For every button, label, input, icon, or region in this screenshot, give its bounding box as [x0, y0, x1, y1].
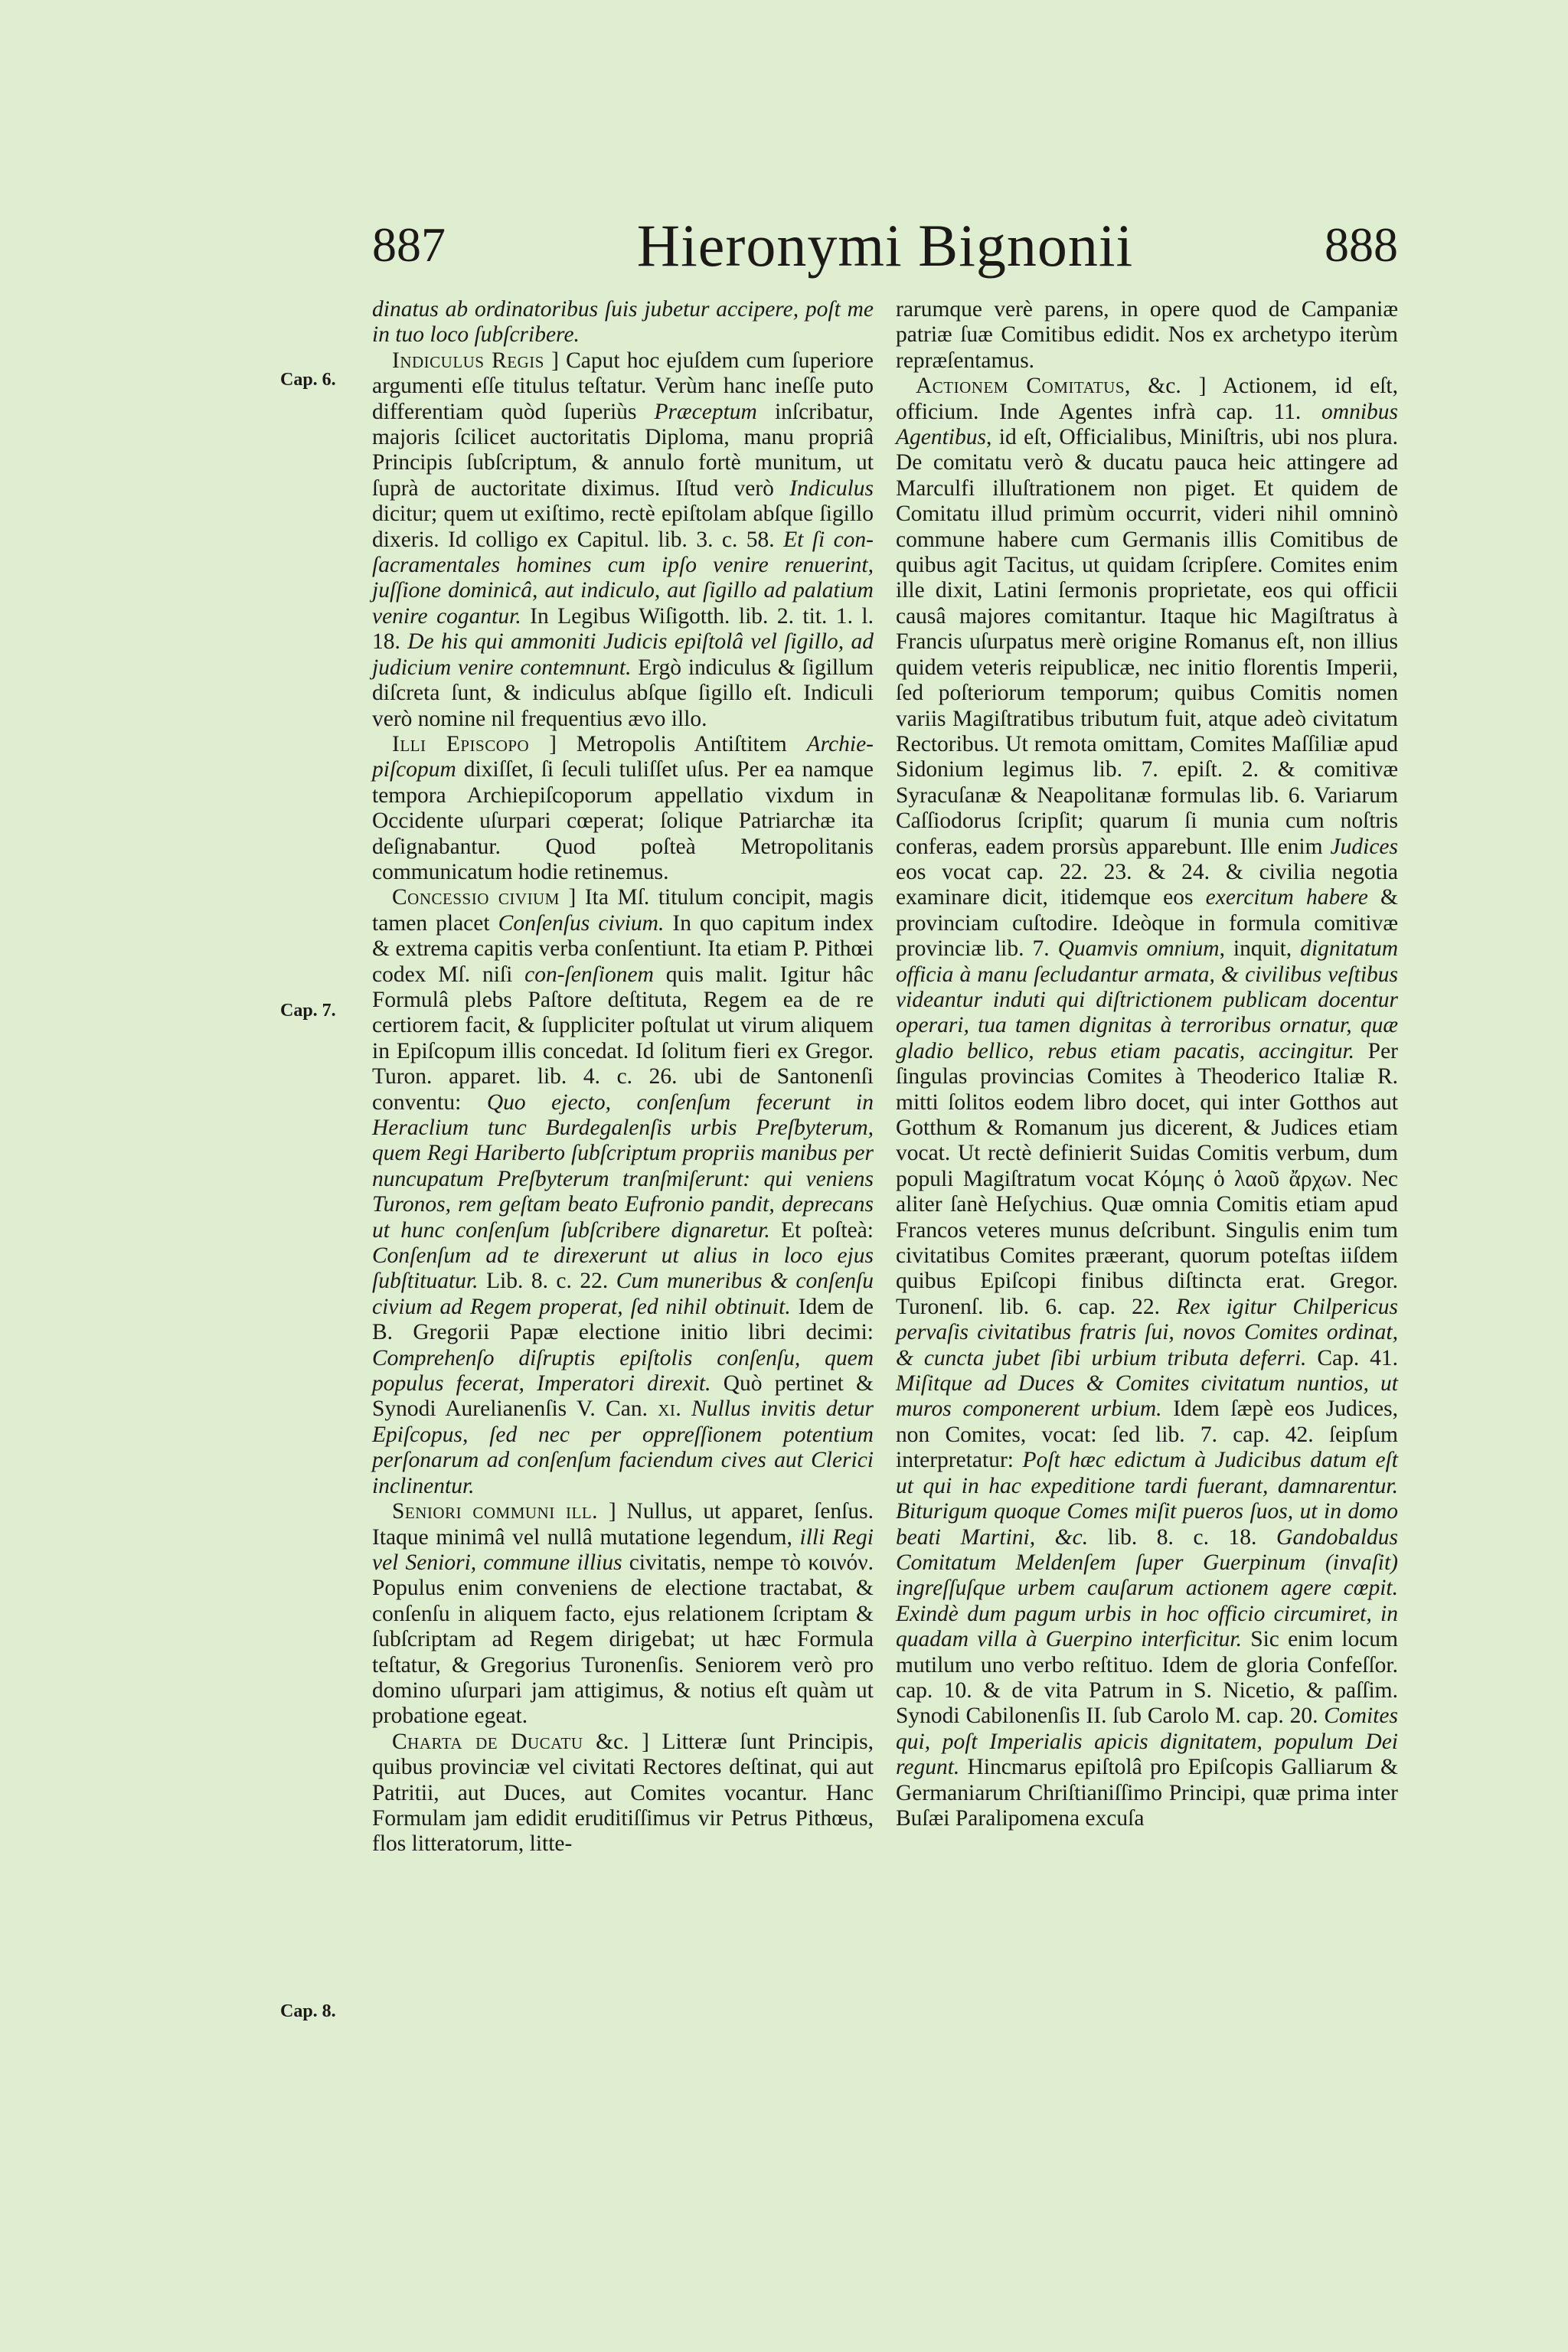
right-column: [896, 297, 1398, 1831]
paragraph-charta-de-ducatu: Charta de Ducatu &c. ] Litteræ ſunt Principis, quibus provinciæ vel civitati Rectores deſtinat, qui aut Patritii, aut Duces, aut Comites vocantur. Hanc Formulam jam edidit eruditiſſimus vir Petrus Pithœus, flos litteratorum, litte-: [372, 1729, 874, 1857]
margin-note-cap-8: Cap. 8.: [280, 2001, 336, 2021]
running-title: Hieronymi Bignonii: [636, 212, 1134, 279]
page-number-right: 888: [1325, 217, 1398, 272]
paragraph-actionem-comitatus: Actionem Comitatus, &c. ] Actionem, id eſt, officium. Inde Agentes infrà cap. 11. omnibus Agentibus, id eſt, Officialibus, Miniſtris, ubi nos plura. De comitatu verò & ducatu pauca heic attingere ad Marculfi illuſtrationem non piget. Et quidem de Comitatu illud primùm occurrit, videri nihil omninò commune habere cum Germanis illis Comitibus de quibus agit Tacitus, ut quidam ſcripſere. Comites enim ille dixit, Latini ſermonis proprietate, eos qui officii causâ majores comitantur. Itaque hic Magiſtratus à Francis uſurpatus merè origine Romanus eſt, non illius quidem veteris reipublicæ, nec initio florentis Imperii, ſed poſteriorum temporum; quibus Comitis nomen variis Magiſtratibus tributum fuit, atque adeò civitatum Rectoribus. Ut remota omittam, Comites Maſſiliæ apud Sidonium legimus lib. 7. epiſt. 2. & comitivæ Syracuſanæ & Neapolitanæ formulas lib. 6. Variarum Caſſiodorus ſcripſit; quarum ſi munia cum noſtris conferas, eadem prorsùs apparebunt. Ille enim Judices eos vocat cap. 22. 23. & 24. & civilia negotia examinare dicit, itidemque eos exercitum habere & provinciam cuſtodire. Ideòque in formula comitivæ provinciæ lib. 7. Quamvis omnium, inquit, dignitatum officia à manu ſecludantur armata, & civilibus veſtibus videantur induti qui diſtrictionem publicam docentur operari, tua tamen dignitas à terroribus ornatur, quæ gladio bellico, rebus etiam pacatis, accingitur. Per ſingulas provincias Comites à Theoderico Italiæ R. mitti ſolitos eodem libro docet, qui inter Gotthos aut Gotthum & Romanum jus dicerent, & Judices etiam vocat. Ut rectè definierit Suidas Comitis verbum, dum populi Magiſtratum vocat Κόμης ὁ λαοῦ ἄρχων. Nec aliter ſanè Heſychius. Quæ omnia Comitis etiam apud Francos veteres munus deſcribunt. Singulis enim tum civitatibus Comites præerant, quorum poteſtas iiſdem quibus Epiſcopi finibus diſtincta erat. Gregor. Turonenſ. lib. 6. cap. 22. Rex igitur Chilpericus pervaſis civitatibus fratris ſui, novos Comites ordinat, & cuncta jubet ſibi urbium tributa deferri. Cap. 41. Miſitque ad Duces & Comites civitatum nuntios, ut muros componerent urbium. Idem ſæpè eos Judices, non Comites, vocat: ſed lib. 7. cap. 42. ſeipſum interpretatur: Poſt hæc edictum à Judicibus datum eſt ut qui in hac expeditione tardi fuerant, damnarentur. Biturigum quoque Comes miſit pueros ſuos, ut in domo beati Martini, &c. lib. 8. c. 18. Gandobaldus Comitatum Meldenſem ſuper Guerpinum (invaſit) ingreſſuſque urbem cauſarum actionem agere cœpit. Exindè dum pagum urbis in hoc officio circumiret, in quadam villa à Guerpino interficitur. Sic enim locum mutilum uno verbo reſtituo. Idem de gloria Confeſſor. cap. 10. & de vita Patrum in S. Nicetio, & paſſim. Synodi Cabilonenſis II. ſub Carolo M. cap. 20. Comites qui, poſt Imperialis apicis dignitatem, populum Dei regunt. Hincmarus epiſtolâ pro Epiſcopis Galliarum & Germaniarum Chriſtianiſſimo Principi, quæ prima inter Buſæi Paralipomena excuſa: [896, 374, 1398, 1831]
margin-note-cap-7: Cap. 7.: [280, 1001, 336, 1021]
paragraph: dinatus ab ordinatoribus ſuis jubetur accipere, poſt me in tuo loco ſubſcribere.: [372, 297, 874, 348]
paragraph-illi-episcopo: Illi Episcopo ] Metropolis Antiſtitem Archie-piſcopum dixiſſet, ſi ſeculi tuliſſet uſus. Per ea namque tempora Archiepiſcoporum appellatio vixdum in Occidente uſurpari cœperat; ſolique Patriarchæ ita deſignabantur. Quod poſteà Metropolitanis communicatum hodie retinemus.: [372, 731, 874, 884]
paragraph-concessio-civium: Concessio civium ] Ita Mſ. titulum concipit, magis tamen placet Conſenſus civium. In quo capitum index & extrema capitis verba conſentiunt. Ita etiam P. Pithœi codex Mſ. niſi con-ſenſionem quis malit. Igitur hâc Formulâ plebs Paſtore deſtituta, Regem ea de re certiorem facit, & ſuppliciter poſtulat ut virum aliquem in Epiſcopum illis concedat. Id ſolitum fieri ex Gregor. Turon. apparet. lib. 4. c. 26. ubi de Santonenſi conventu: Quo ejecto, conſenſum fecerunt in Heraclium tunc Burdegalenſis urbis Preſbyterum, quem Regi Hariberto ſubſcriptum propriis manibus per nuncupatum Preſbyterum tranſmiſerunt: qui veniens Turonos, rem geſtam beato Eufronio pandit, deprecans ut hunc conſenſum ſubſcribere dignaretur. Et poſteà: Conſenſum ad te direxerunt ut alius in loco ejus ſubſtituatur. Lib. 8. c. 22. Cum muneribus & conſenſu civium ad Regem properat, ſed nihil obtinuit. Idem de B. Gregorii Papæ electione initio libri decimi: Comprehenſo diſruptis epiſtolis conſenſu, quem populus fecerat, Imperatori direxit. Quò pertinet & Synodi Aurelianenſis V. Can. xi. Nullus invitis detur Epiſcopus, ſed nec per oppreſſionem potentium perſonarum ad conſenſum faciendum cives aut Clerici inclinentur.: [372, 885, 874, 1498]
paragraph: rarumque verè parens, in opere quod de Campaniæ patriæ ſuæ Comitibus edidit. Nos ex archetypo iterùm repræſentamus.: [896, 297, 1398, 373]
margin-note-cap-6: Cap. 6.: [280, 370, 336, 390]
page-header: [372, 212, 1398, 279]
paragraph-indiculus-regis: Indiculus Regis ] Caput hoc ejuſdem cum ſuperiore argumenti eſſe titulus teſtatur. Verùm hanc ineſſe puto differentiam quòd ſuperiùs Præceptum inſcribatur, majoris ſcilicet auctoritatis Diploma, manu propriâ Principis ſubſcriptum, & annulo fortè munitum, ut ſuprà de auctoritate diximus. Iſtud verò Indiculus dicitur; quem ut exiſtimo, rectè epiſtolam abſque ſigillo dixeris. Id colligo ex Capitul. lib. 3. c. 58. Et ſi con-ſacramentales homines cum ipſo venire renuerint, juſſione dominicâ, aut indiculo, aut ſigillo ad palatium venire cogantur. In Legibus Wiſigotth. lib. 2. tit. 1. l. 18. De his qui ammoniti Judicis epiſtolâ vel ſigillo, ad judicium venire contemnunt. Ergò indiculus & ſigillum diſcreta ſunt, & indiculus abſque ſigillo eſt. Indiculi verò nomine nil frequentius ævo illo.: [372, 348, 874, 731]
page-number-left: 887: [372, 217, 446, 272]
paragraph-seniori-communi: Seniori communi ill. ] Nullus, ut apparet, ſenſus. Itaque minimâ vel nullâ mutatione legendum, illi Regi vel Seniori, commune illius civitatis, nempe τὸ κοινόν. Populus enim conveniens de electione tractabat, & conſenſu in aliquem facto, ejus relationem ſcriptam & ſubſcriptam ad Regem dirigebat; ut hæc Formula teſtatur, & Gregorius Turonenſis. Seniorem verò pro domino uſurpari jam attigimus, & notius eſt quàm ut probatione egeat.: [372, 1499, 874, 1729]
left-column: [372, 297, 874, 1857]
